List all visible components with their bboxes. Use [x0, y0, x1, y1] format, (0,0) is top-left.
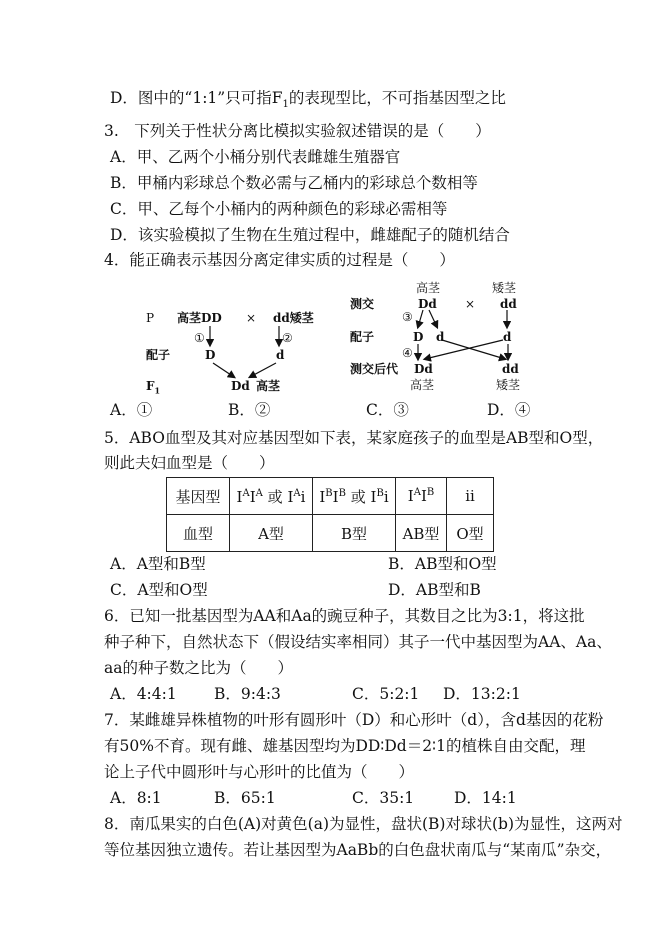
q4-right-testcross: 测交	[350, 297, 375, 311]
table-cell: ii	[447, 478, 494, 515]
q4-right-off2-label: 矮茎	[496, 378, 521, 392]
q4-right-off1: Dd	[414, 362, 433, 376]
q4-left-n1: ①	[194, 331, 205, 345]
q5-stem-line2: 则此夫妇血型是（ ）	[104, 454, 275, 472]
q7-option-c: C．35:1	[352, 789, 415, 807]
table-row	[167, 515, 494, 552]
q6-stem-line3: aa的种子数之比为（ ）	[104, 659, 293, 677]
q5-option-c: C．A型和O型	[110, 581, 208, 599]
q4-right-cross: ×	[465, 297, 476, 311]
q6-stem-line2: 种子种下，自然状态下（假设结实率相同）其子一代中基因型为AA、Aa、	[104, 633, 612, 651]
q3-option-a: A．甲、乙两个小桶分别代表雌雄生殖器官	[110, 148, 401, 166]
q4-right-off2: dd	[502, 362, 519, 376]
q3-option-b: B．甲桶内彩球总个数必需与乙桶内的彩球总个数相等	[110, 174, 478, 192]
q4-left-cross: ×	[246, 311, 257, 325]
q4-option-d: D．④	[487, 401, 531, 419]
q5-option-d: D．AB型和B	[388, 581, 481, 599]
q4-right-short: 矮茎	[492, 281, 517, 295]
q4-right-offspring-row: 测交后代	[350, 362, 399, 376]
q4-left-short: dd矮茎	[273, 311, 314, 325]
q4-right-d1: d	[436, 330, 445, 344]
q4-right-tall: 高茎	[416, 281, 441, 295]
table-header-blood-type: 血型	[167, 515, 230, 552]
q7-option-b: B．65:1	[214, 789, 276, 807]
q4-left-gamete: 配子	[146, 348, 171, 362]
q4-right-off1-label: 高茎	[410, 378, 435, 392]
q4-right-d2: d	[503, 330, 512, 344]
q4-right-Dd: Dd	[418, 297, 437, 311]
q5-stem-line1: 5．ABO血型及其对应基因型如下表，某家庭孩子的血型是AB型和O型，	[104, 429, 604, 447]
q8-stem-line2: 等位基因独立遗传。若让基因型为AaBb的白色盘状南瓜与“某南瓜”杂交，	[104, 841, 612, 859]
q7-stem-line2: 有50%不育。现有雌、雄基因型均为DD∶Dd＝2∶1的植株自由交配，理	[104, 737, 586, 755]
table-row	[167, 478, 494, 515]
q3-stem: 3. 下列关于性状分离比模拟实验叙述错误的是（ ）	[104, 122, 491, 140]
q3-option-d: D．该实验模拟了生物在生殖过程中，雌雄配子的随机结合	[110, 226, 510, 244]
q7-stem-line1: 7．某雌雄异株植物的叶形有圆形叶（D）和心形叶（d），含d基因的花粉	[104, 711, 604, 729]
q5-option-a: A．A型和B型	[110, 555, 206, 573]
q2-option-d: D．图中的“1:1”只可指$F_1$的表现型比，不可指基因型之比	[110, 89, 506, 111]
q4-option-c: C．③	[366, 401, 409, 419]
q4-right-dd: dd	[500, 297, 517, 311]
table-cell: A型	[230, 515, 313, 552]
q4-left-p: P	[146, 311, 155, 325]
table-cell: $I^AI^B$	[396, 478, 447, 515]
blood-type-table	[166, 477, 494, 552]
q6-stem-line1: 6．已知一批基因型为AA和Aa的豌豆种子，其数目之比为3:1，将这批	[104, 607, 585, 625]
q4-left-d: d	[276, 348, 285, 362]
q7-option-d: D．14:1	[454, 789, 517, 807]
table-cell: $I^BI^B$ 或 $I^Bi$	[313, 478, 396, 515]
q7-option-a: A．8:1	[110, 789, 162, 807]
q5-option-b: B．AB型和O型	[388, 555, 497, 573]
q4-left-offspring: Dd	[231, 379, 250, 393]
q4-right-n3: ③	[402, 310, 413, 324]
q4-right-n4: ④	[402, 346, 413, 360]
q4-left-D: D	[205, 348, 216, 362]
table-cell: AB型	[396, 515, 447, 552]
q6-option-c: C．5:2:1	[352, 685, 420, 703]
q4-left-n2: ②	[282, 331, 293, 345]
q4-option-b: B．②	[228, 401, 271, 419]
q4-option-a: A．①	[110, 401, 153, 419]
q4-right-D: D	[413, 330, 424, 344]
q7-stem-line3: 论上子代中圆形叶与心形叶的比值为（ ）	[104, 763, 415, 781]
table-cell: $I^AI^A$ 或 $I^Ai$	[230, 478, 313, 515]
q4-left-tall: 高茎DD	[177, 311, 222, 325]
q3-option-c: C．甲、乙每个小桶内的两种颜色的彩球必需相等	[110, 200, 448, 218]
q4-right-gamete: 配子	[350, 330, 375, 344]
q4-left-offspring-label: 高茎	[256, 379, 281, 393]
table-cell: B型	[313, 515, 396, 552]
table-header-genotype: 基因型	[167, 478, 230, 515]
q6-option-a: A．4:4:1	[110, 685, 177, 703]
q8-stem-line1: 8．南瓜果实的白色(A)对黄色(a)为显性，盘状(B)对球状(b)为显性，这两对	[104, 815, 623, 833]
q6-option-b: B．9:4:3	[214, 685, 281, 703]
table-cell: O型	[447, 515, 494, 552]
q4-stem: 4．能正确表示基因分离定律实质的过程是（ ）	[104, 251, 455, 269]
q6-option-d: D．13:2:1	[443, 685, 521, 703]
q4-left-f1: $F_1$	[146, 379, 161, 396]
